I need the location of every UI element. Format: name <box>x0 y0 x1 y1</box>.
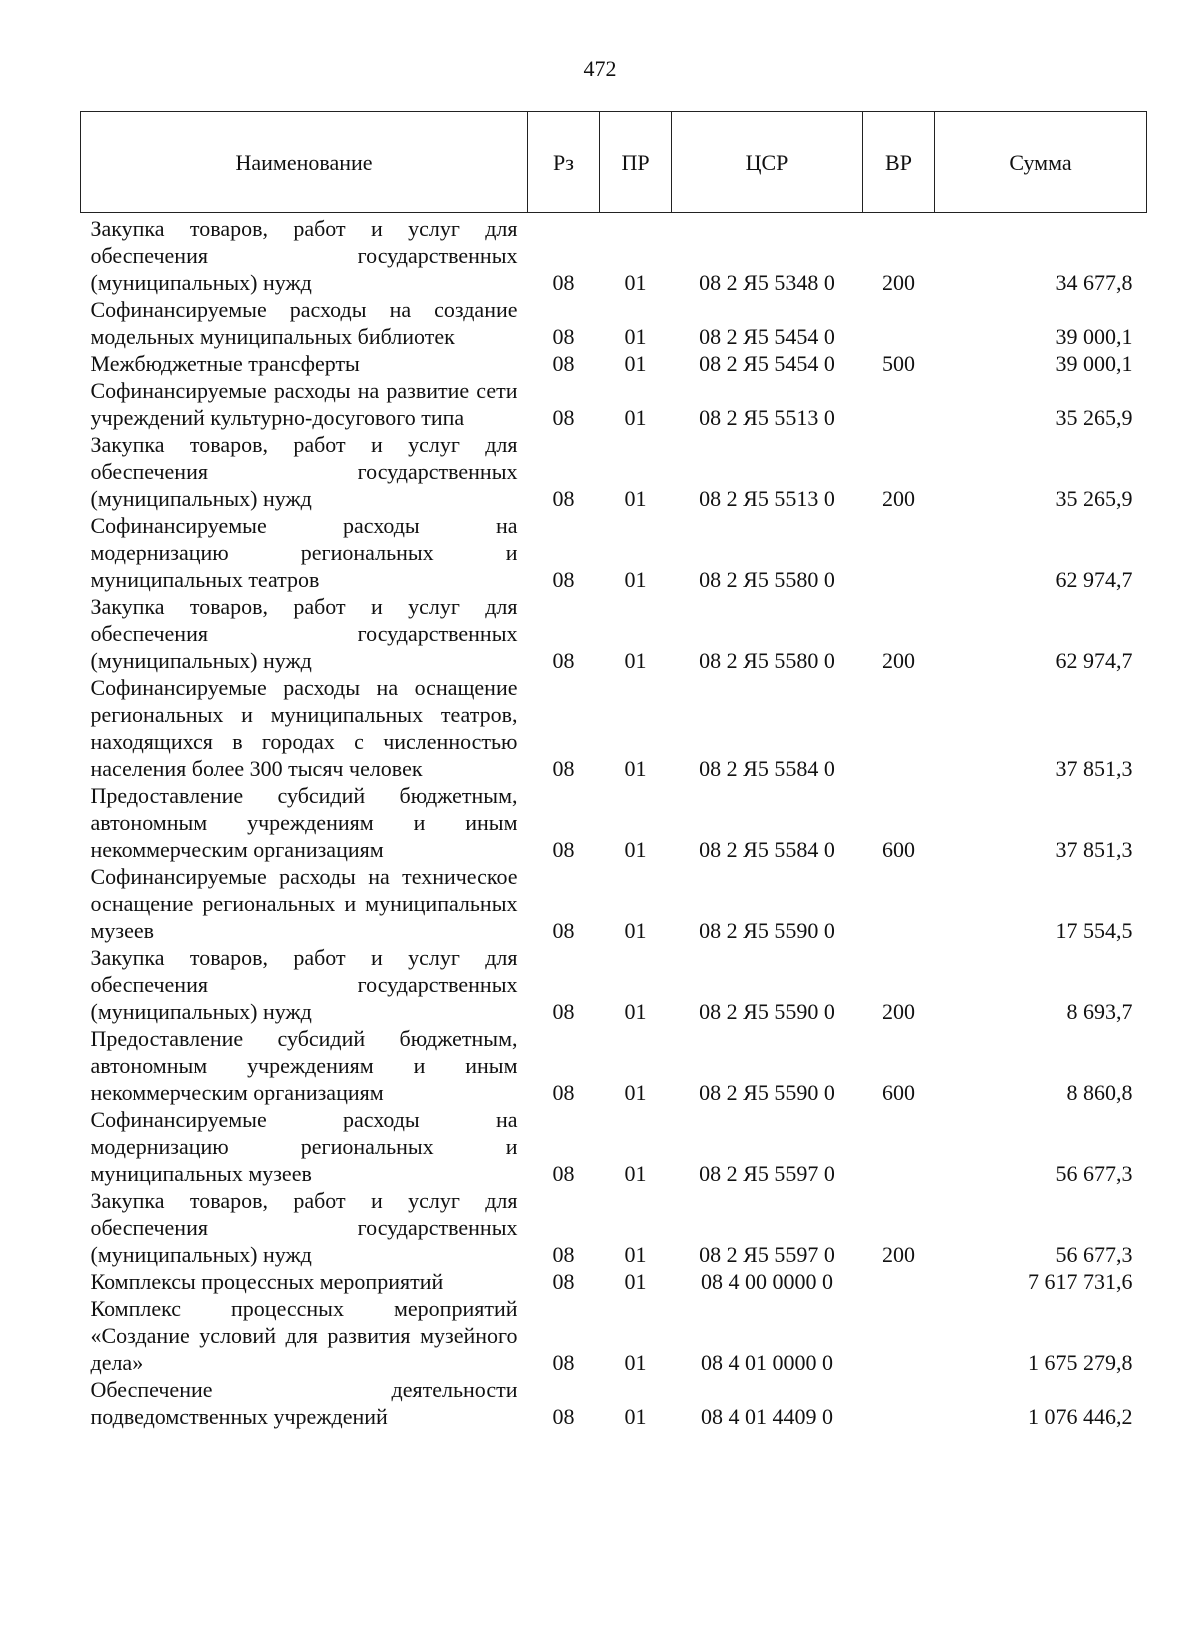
cell-csr: 08 2 Я5 5454 0 <box>699 351 835 376</box>
cell-csr: 08 2 Я5 5580 0 <box>699 567 835 592</box>
cell-vr <box>863 1106 935 1187</box>
cell-sum: 39 000,1 <box>1055 351 1133 376</box>
table-row <box>81 377 1147 431</box>
cell-rz: 08 <box>552 324 575 349</box>
table-row <box>81 296 1147 350</box>
cell-rz: 08 <box>552 567 575 592</box>
cell-csr: 08 2 Я5 5590 0 <box>699 1080 835 1105</box>
cell-sum: 17 554,5 <box>1055 918 1133 943</box>
cell-sum: 34 677,8 <box>1055 270 1133 295</box>
cell-pr: 01 <box>624 1161 647 1186</box>
cell-vr: 200 <box>882 486 915 511</box>
cell-pr: 01 <box>624 1080 647 1105</box>
table-row <box>81 1187 1147 1268</box>
cell-name: Закупка товаров, работ и услуг для обеспечения государственных (муниципальных) нужд <box>90 216 518 295</box>
cell-pr: 01 <box>624 918 647 943</box>
cell-vr <box>863 863 935 944</box>
cell-pr: 01 <box>624 1242 647 1267</box>
table-row <box>81 944 1147 1025</box>
cell-pr: 01 <box>624 405 647 430</box>
cell-csr: 08 2 Я5 5597 0 <box>699 1161 835 1186</box>
cell-vr: 200 <box>882 1242 915 1267</box>
cell-pr: 01 <box>624 756 647 781</box>
cell-sum: 7 617 731,6 <box>1028 1269 1133 1294</box>
cell-rz: 08 <box>552 1161 575 1186</box>
cell-rz: 08 <box>552 405 575 430</box>
cell-pr: 01 <box>624 324 647 349</box>
cell-name: Софинансируемые расходы на модернизацию региональных и муниципальных театров <box>90 513 518 592</box>
header-vr: ВР <box>863 112 935 213</box>
cell-name: Закупка товаров, работ и услуг для обеспечения государственных (муниципальных) нужд <box>90 945 518 1024</box>
cell-vr: 200 <box>882 648 915 673</box>
cell-csr: 08 4 01 4409 0 <box>701 1404 833 1429</box>
cell-vr: 200 <box>882 999 915 1024</box>
table-row <box>81 863 1147 944</box>
cell-name: Закупка товаров, работ и услуг для обеспечения государственных (муниципальных) нужд <box>90 594 518 673</box>
cell-name: Софинансируемые расходы на техническое оснащение региональных и муниципальных музеев <box>90 864 518 943</box>
cell-sum: 62 974,7 <box>1055 648 1133 673</box>
cell-csr: 08 2 Я5 5513 0 <box>699 486 835 511</box>
cell-rz: 08 <box>552 837 575 862</box>
cell-sum: 37 851,3 <box>1055 837 1133 862</box>
cell-csr: 08 2 Я5 5590 0 <box>699 999 835 1024</box>
cell-rz: 08 <box>552 1269 575 1294</box>
table-row <box>81 1106 1147 1187</box>
cell-name: Закупка товаров, работ и услуг для обеспечения государственных (муниципальных) нужд <box>90 1188 518 1267</box>
table-row <box>81 674 1147 782</box>
cell-rz: 08 <box>552 270 575 295</box>
cell-name: Софинансируемые расходы на развитие сети учреждений культурно-досугового типа <box>90 378 518 430</box>
cell-rz: 08 <box>552 1242 575 1267</box>
cell-vr <box>863 1376 935 1430</box>
cell-rz: 08 <box>552 486 575 511</box>
cell-rz: 08 <box>552 351 575 376</box>
cell-vr: 600 <box>882 1080 915 1105</box>
cell-vr: 200 <box>882 270 915 295</box>
cell-pr: 01 <box>624 999 647 1024</box>
cell-sum: 56 677,3 <box>1055 1161 1133 1186</box>
table-row <box>81 1268 1147 1295</box>
cell-name: Предоставление субсидий бюджетным, автономным учреждениям и иным некоммерческим организациям <box>90 1026 518 1105</box>
cell-sum: 56 677,3 <box>1055 1242 1133 1267</box>
cell-csr: 08 2 Я5 5513 0 <box>699 405 835 430</box>
cell-sum: 35 265,9 <box>1055 486 1133 511</box>
cell-pr: 01 <box>624 1269 647 1294</box>
cell-pr: 01 <box>624 1350 647 1375</box>
cell-csr: 08 2 Я5 5348 0 <box>699 270 835 295</box>
header-rz: Рз <box>528 112 600 213</box>
header-pr: ПР <box>600 112 672 213</box>
cell-vr: 500 <box>882 351 915 376</box>
table-body <box>81 213 1147 1431</box>
cell-csr: 08 4 01 0000 0 <box>701 1350 833 1375</box>
cell-sum: 62 974,7 <box>1055 567 1133 592</box>
cell-csr: 08 2 Я5 5580 0 <box>699 648 835 673</box>
header-csr: ЦСР <box>672 112 863 213</box>
cell-name: Предоставление субсидий бюджетным, автономным учреждениям и иным некоммерческим организациям <box>90 783 518 862</box>
cell-csr: 08 4 00 0000 0 <box>701 1269 833 1294</box>
cell-vr: 600 <box>882 837 915 862</box>
cell-sum: 1 675 279,8 <box>1028 1350 1133 1375</box>
cell-name: Софинансируемые расходы на оснащение региональных и муниципальных театров, находящихся в городах с численностью населения более 300 тысяч человек <box>90 675 518 781</box>
table-row <box>81 1295 1147 1376</box>
table-row <box>81 593 1147 674</box>
cell-pr: 01 <box>624 648 647 673</box>
cell-pr: 01 <box>624 1404 647 1429</box>
cell-name: Софинансируемые расходы на создание модельных муниципальных библиотек <box>90 297 518 349</box>
cell-vr <box>863 1268 935 1295</box>
cell-csr: 08 2 Я5 5590 0 <box>699 918 835 943</box>
header-name: Наименование <box>81 112 528 213</box>
cell-csr: 08 2 Я5 5584 0 <box>699 837 835 862</box>
table-row <box>81 431 1147 512</box>
cell-rz: 08 <box>552 1350 575 1375</box>
table-row <box>81 350 1147 377</box>
cell-sum: 39 000,1 <box>1055 324 1133 349</box>
cell-csr: 08 2 Я5 5597 0 <box>699 1242 835 1267</box>
cell-csr: 08 2 Я5 5454 0 <box>699 324 835 349</box>
cell-vr <box>863 377 935 431</box>
budget-table <box>80 111 1147 1430</box>
table-row <box>81 512 1147 593</box>
cell-pr: 01 <box>624 351 647 376</box>
cell-pr: 01 <box>624 270 647 295</box>
cell-vr <box>863 296 935 350</box>
cell-rz: 08 <box>552 1080 575 1105</box>
cell-vr <box>863 512 935 593</box>
table-row <box>81 1025 1147 1106</box>
cell-name: Комплексы процессных мероприятий <box>90 1269 444 1294</box>
cell-sum: 35 265,9 <box>1055 405 1133 430</box>
cell-vr <box>863 1295 935 1376</box>
cell-sum: 8 693,7 <box>1066 999 1133 1024</box>
cell-name: Обеспечение деятельности подведомственных учреждений <box>90 1377 518 1429</box>
cell-sum: 37 851,3 <box>1055 756 1133 781</box>
table-row <box>81 782 1147 863</box>
cell-rz: 08 <box>552 1404 575 1429</box>
cell-sum: 8 860,8 <box>1066 1080 1133 1105</box>
header-sum: Сумма <box>935 112 1147 213</box>
table-row <box>81 213 1147 297</box>
cell-rz: 08 <box>552 756 575 781</box>
cell-rz: 08 <box>552 648 575 673</box>
cell-rz: 08 <box>552 918 575 943</box>
cell-rz: 08 <box>552 999 575 1024</box>
page-number: 472 <box>583 56 617 81</box>
cell-pr: 01 <box>624 837 647 862</box>
table-row <box>81 1376 1147 1430</box>
cell-pr: 01 <box>624 567 647 592</box>
cell-vr <box>863 674 935 782</box>
cell-name: Комплекс процессных мероприятий «Создание условий для развития музейного дела» <box>90 1296 518 1375</box>
cell-name: Закупка товаров, работ и услуг для обеспечения государственных (муниципальных) нужд <box>90 432 518 511</box>
table-header <box>81 112 1147 213</box>
cell-sum: 1 076 446,2 <box>1028 1404 1133 1429</box>
cell-name: Софинансируемые расходы на модернизацию региональных и муниципальных музеев <box>90 1107 518 1186</box>
cell-name: Межбюджетные трансферты <box>90 351 360 376</box>
cell-pr: 01 <box>624 486 647 511</box>
cell-csr: 08 2 Я5 5584 0 <box>699 756 835 781</box>
